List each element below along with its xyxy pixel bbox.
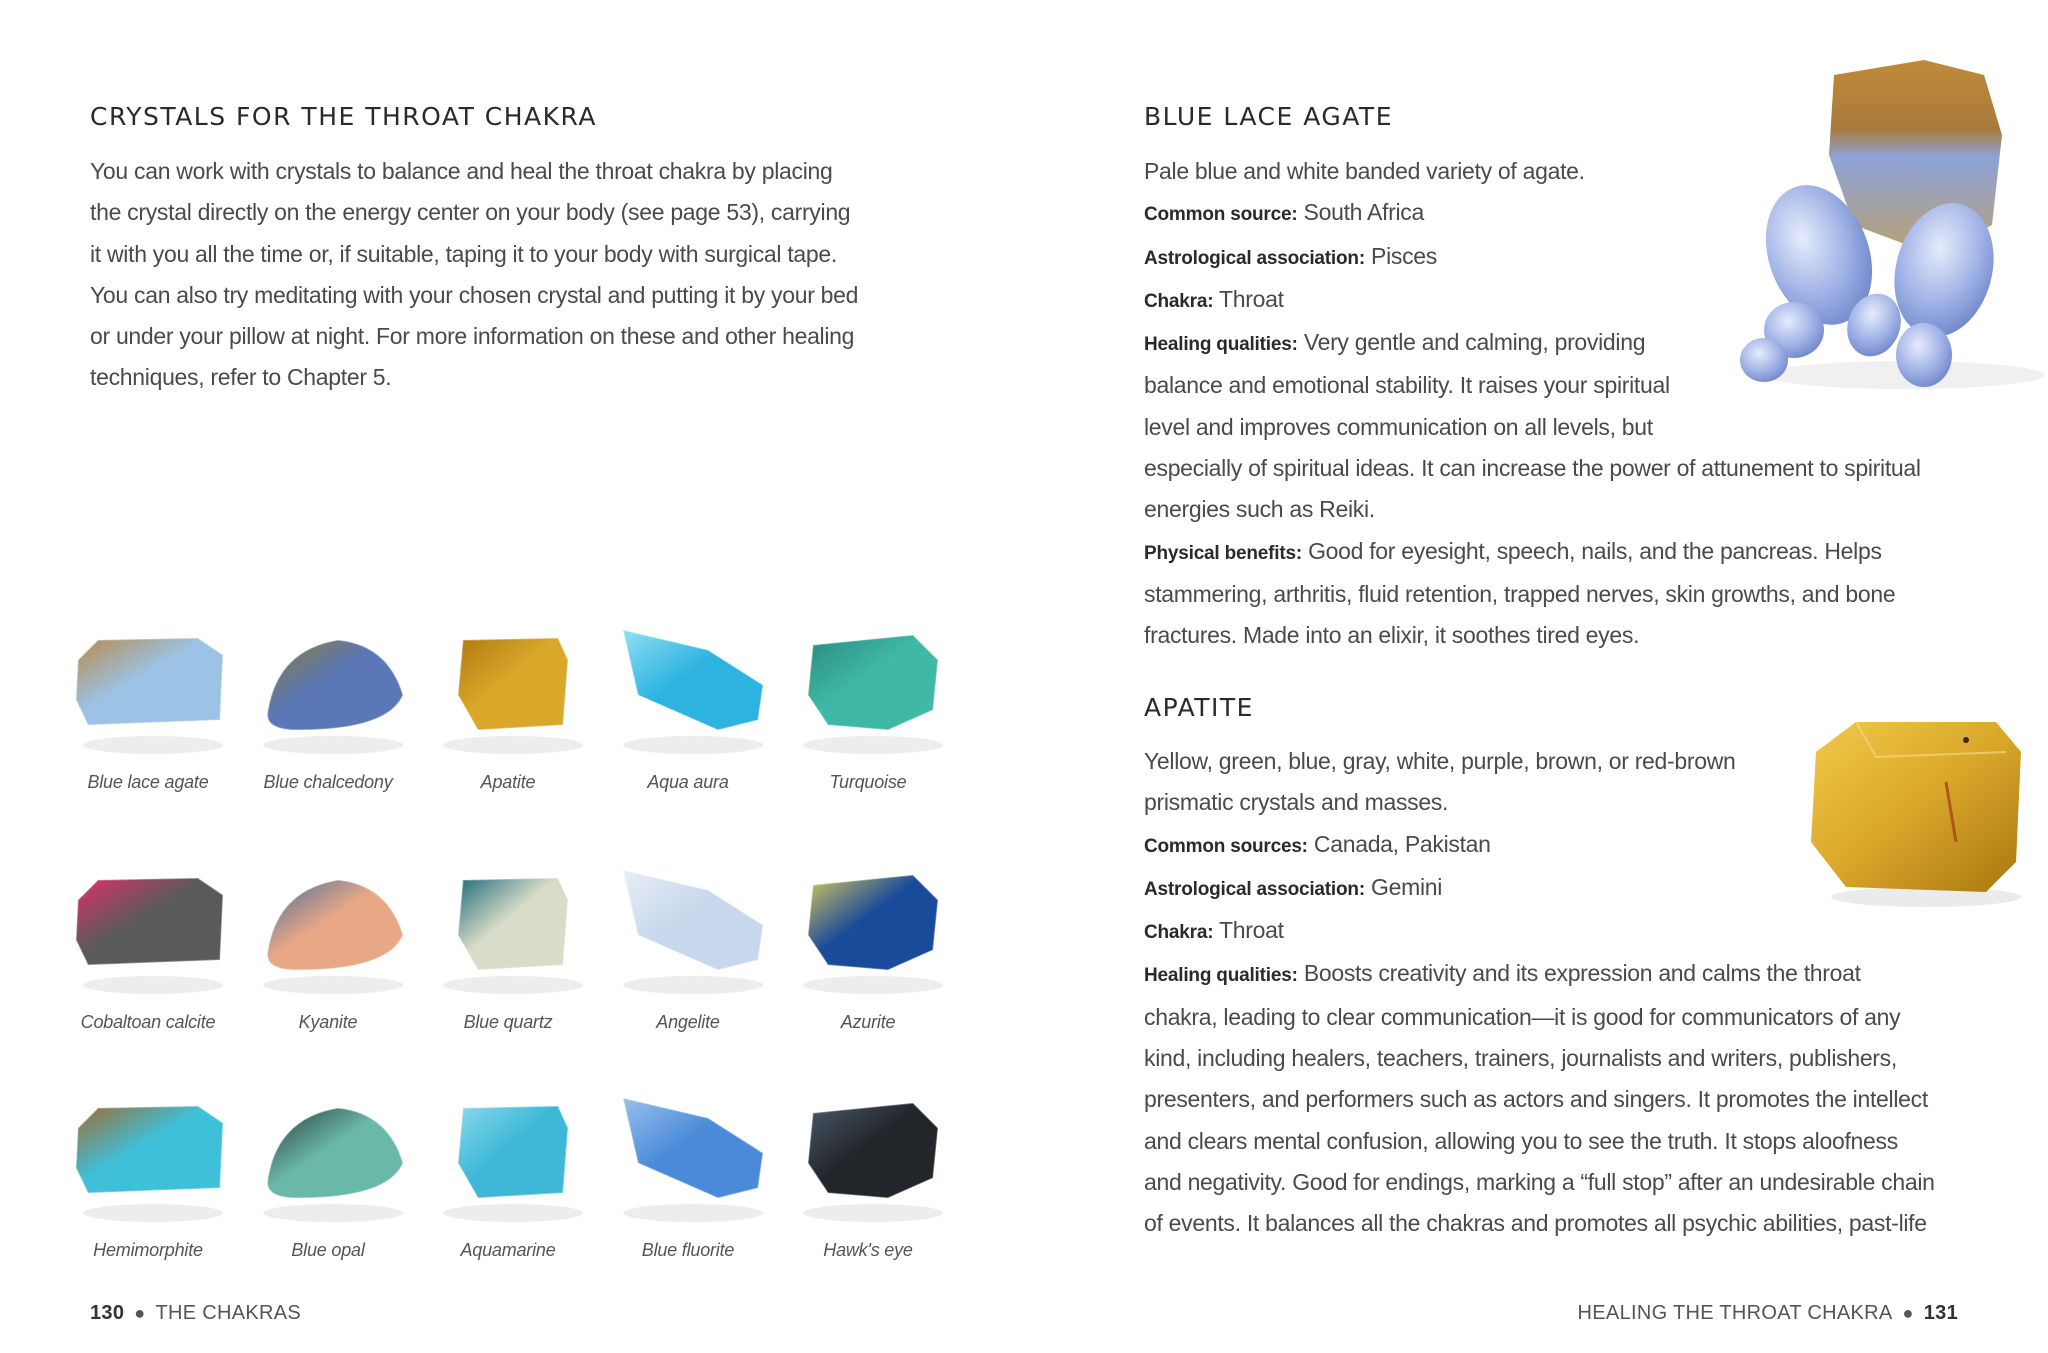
crystal-caption: Angelite — [656, 1012, 720, 1032]
crystal-item-kyanite — [238, 840, 418, 1070]
field-value: South Africa — [1303, 199, 1424, 226]
entry-title: APATITE — [1144, 693, 1254, 722]
crystal-item-blue-fluorite — [598, 1068, 778, 1298]
blue-fluorite-image — [598, 1068, 778, 1228]
healing-text: level and improves communication on all levels, but — [1144, 413, 1653, 440]
healing-row — [1144, 953, 1935, 996]
crystal-caption: Hawk's eye — [823, 1240, 913, 1260]
crystal-caption: Hemimorphite — [93, 1240, 203, 1260]
crystal-caption: Aquamarine — [460, 1240, 556, 1260]
blue-chalcedony-image — [238, 600, 418, 760]
blue-opal-image — [238, 1068, 418, 1228]
crystal-caption: Blue quartz — [463, 1012, 553, 1032]
healing-text: especially of spiritual ideas. It can increase the power of attunement to spiritual — [1144, 455, 1921, 482]
intro-line: or under your pillow at night. For more information on these and other healing — [90, 323, 855, 350]
field-label: Chakra: — [1144, 922, 1214, 944]
entry-description: Pale blue and white banded variety of agate. — [1144, 158, 1585, 184]
running-header: HEALING THE THROAT CHAKRA — [1577, 1302, 1893, 1324]
bullet-separator: ● — [1902, 1303, 1914, 1323]
healing-label: Healing qualities: — [1144, 965, 1298, 987]
entry-description: Yellow, green, blue, gray, white, purple, brown, or red-brown — [1144, 748, 1736, 774]
crystal-item-aqua-aura — [598, 600, 778, 830]
page-number: 130 — [90, 1302, 125, 1324]
crystal-item-blue-chalcedony — [238, 600, 418, 830]
physical-row — [1144, 531, 1921, 574]
crystal-item-blue-quartz — [418, 840, 598, 1070]
intro-paragraph — [90, 151, 858, 399]
crystal-caption: Blue chalcedony — [263, 772, 393, 792]
crystal-item-blue-opal — [238, 1068, 418, 1298]
right-page — [1024, 0, 2048, 1353]
healing-text: kind, including healers, teachers, trainers, journalists and writers, publishers, — [1144, 1045, 1897, 1072]
healing-text: Boosts creativity and its expression and calms the throat — [1303, 960, 1861, 987]
crystal-caption: Blue fluorite — [641, 1240, 735, 1260]
field-value: Pisces — [1371, 242, 1437, 269]
physical-label: Physical benefits: — [1144, 542, 1302, 564]
blue-lace-agate-image — [58, 600, 238, 760]
right-footer — [1578, 1302, 1958, 1325]
field-value: Throat — [1219, 917, 1284, 944]
turquoise-image — [778, 600, 958, 760]
crystal-item-azurite — [778, 840, 958, 1070]
crystal-item-turquoise — [778, 600, 958, 830]
kyanite-image — [238, 840, 418, 1000]
apatite-photo — [1796, 712, 2036, 912]
crystal-caption: Cobaltoan calcite — [80, 1012, 216, 1032]
crystal-item-blue-lace-agate — [58, 600, 238, 830]
apatite-image — [418, 600, 598, 760]
crystal-item-apatite — [418, 600, 598, 830]
field-label: Astrological association: — [1144, 878, 1365, 900]
angelite-image — [598, 840, 778, 1000]
intro-line: it with you all the time or, if suitable, taping it to your body with surgical tape. — [90, 240, 837, 267]
field-label: Common source: — [1144, 204, 1298, 226]
intro-line: techniques, refer to Chapter 5. — [90, 364, 392, 391]
entry-description: prismatic crystals and masses. — [1144, 789, 1449, 816]
azurite-image — [778, 840, 958, 1000]
blue-quartz-image — [418, 840, 598, 1000]
healing-label: Healing qualities: — [1144, 334, 1298, 356]
physical-text: stammering, arthritis, fluid retention, trapped nerves, skin growths, and bone — [1144, 580, 1896, 607]
blue-lace-agate-photo — [1734, 55, 2044, 395]
healing-text: and clears mental confusion, allowing you to see the truth. It stops aloofness — [1144, 1127, 1898, 1154]
healing-text: Very gentle and calming, providing — [1303, 329, 1646, 356]
intro-line: the crystal directly on the energy center on your body (see page 53), carrying — [90, 199, 851, 226]
field-value: Throat — [1219, 285, 1284, 312]
field-label: Common sources: — [1144, 835, 1308, 857]
crystal-item-angelite — [598, 840, 778, 1070]
crystal-caption: Turquoise — [829, 772, 907, 792]
aqua-aura-image — [598, 600, 778, 760]
hawk-s-eye-image — [778, 1068, 958, 1228]
crystal-item-hawk-s-eye — [778, 1068, 958, 1298]
healing-text: balance and emotional stability. It raises your spiritual — [1144, 372, 1670, 399]
healing-text: of events. It balances all the chakras and promotes all psychic abilities, past-life — [1144, 1210, 1927, 1237]
intro-line: You can also try meditating with your chosen crystal and putting it by your bed — [90, 281, 859, 308]
crystal-caption: Kyanite — [298, 1012, 358, 1032]
crystal-caption: Aqua aura — [647, 772, 729, 792]
field-value: Gemini — [1371, 873, 1443, 900]
crystal-item-cobaltoan-calcite — [58, 840, 238, 1070]
field-label: Astrological association: — [1144, 247, 1365, 269]
hemimorphite-image — [58, 1068, 238, 1228]
crystal-item-hemimorphite — [58, 1068, 238, 1298]
bullet-separator: ● — [134, 1303, 146, 1323]
entry-title: BLUE LACE AGATE — [1144, 102, 1394, 131]
physical-text: fractures. Made into an elixir, it soothes tired eyes. — [1144, 622, 1640, 649]
aquamarine-image — [418, 1068, 598, 1228]
intro-line: You can work with crystals to balance and heal the throat chakra by placing — [90, 158, 833, 184]
crystal-caption: Blue opal — [291, 1240, 365, 1260]
running-header: THE CHAKRAS — [155, 1302, 302, 1324]
field-row — [1144, 910, 1935, 953]
left-footer — [90, 1302, 301, 1325]
cobaltoan-calcite-image — [58, 840, 238, 1000]
physical-text: Good for eyesight, speech, nails, and the pancreas. Helps — [1308, 537, 1882, 564]
crystal-caption: Azurite — [840, 1012, 896, 1032]
healing-text: chakra, leading to clear communication—it is good for communicators of any — [1144, 1003, 1901, 1030]
crystal-item-aquamarine — [418, 1068, 598, 1298]
page-heading: CRYSTALS FOR THE THROAT CHAKRA — [90, 102, 597, 131]
healing-text: and negativity. Good for endings, marking a “full stop” after an undesirable chain — [1144, 1168, 1935, 1195]
crystal-caption: Blue lace agate — [87, 772, 209, 792]
crystal-caption: Apatite — [480, 772, 536, 792]
field-value: Canada, Pakistan — [1313, 830, 1491, 857]
healing-text: energies such as Reiki. — [1144, 496, 1375, 523]
healing-text: presenters, and performers such as actors and singers. It promotes the intellect — [1144, 1086, 1928, 1113]
field-label: Chakra: — [1144, 290, 1214, 312]
page-number: 131 — [1923, 1302, 1958, 1324]
